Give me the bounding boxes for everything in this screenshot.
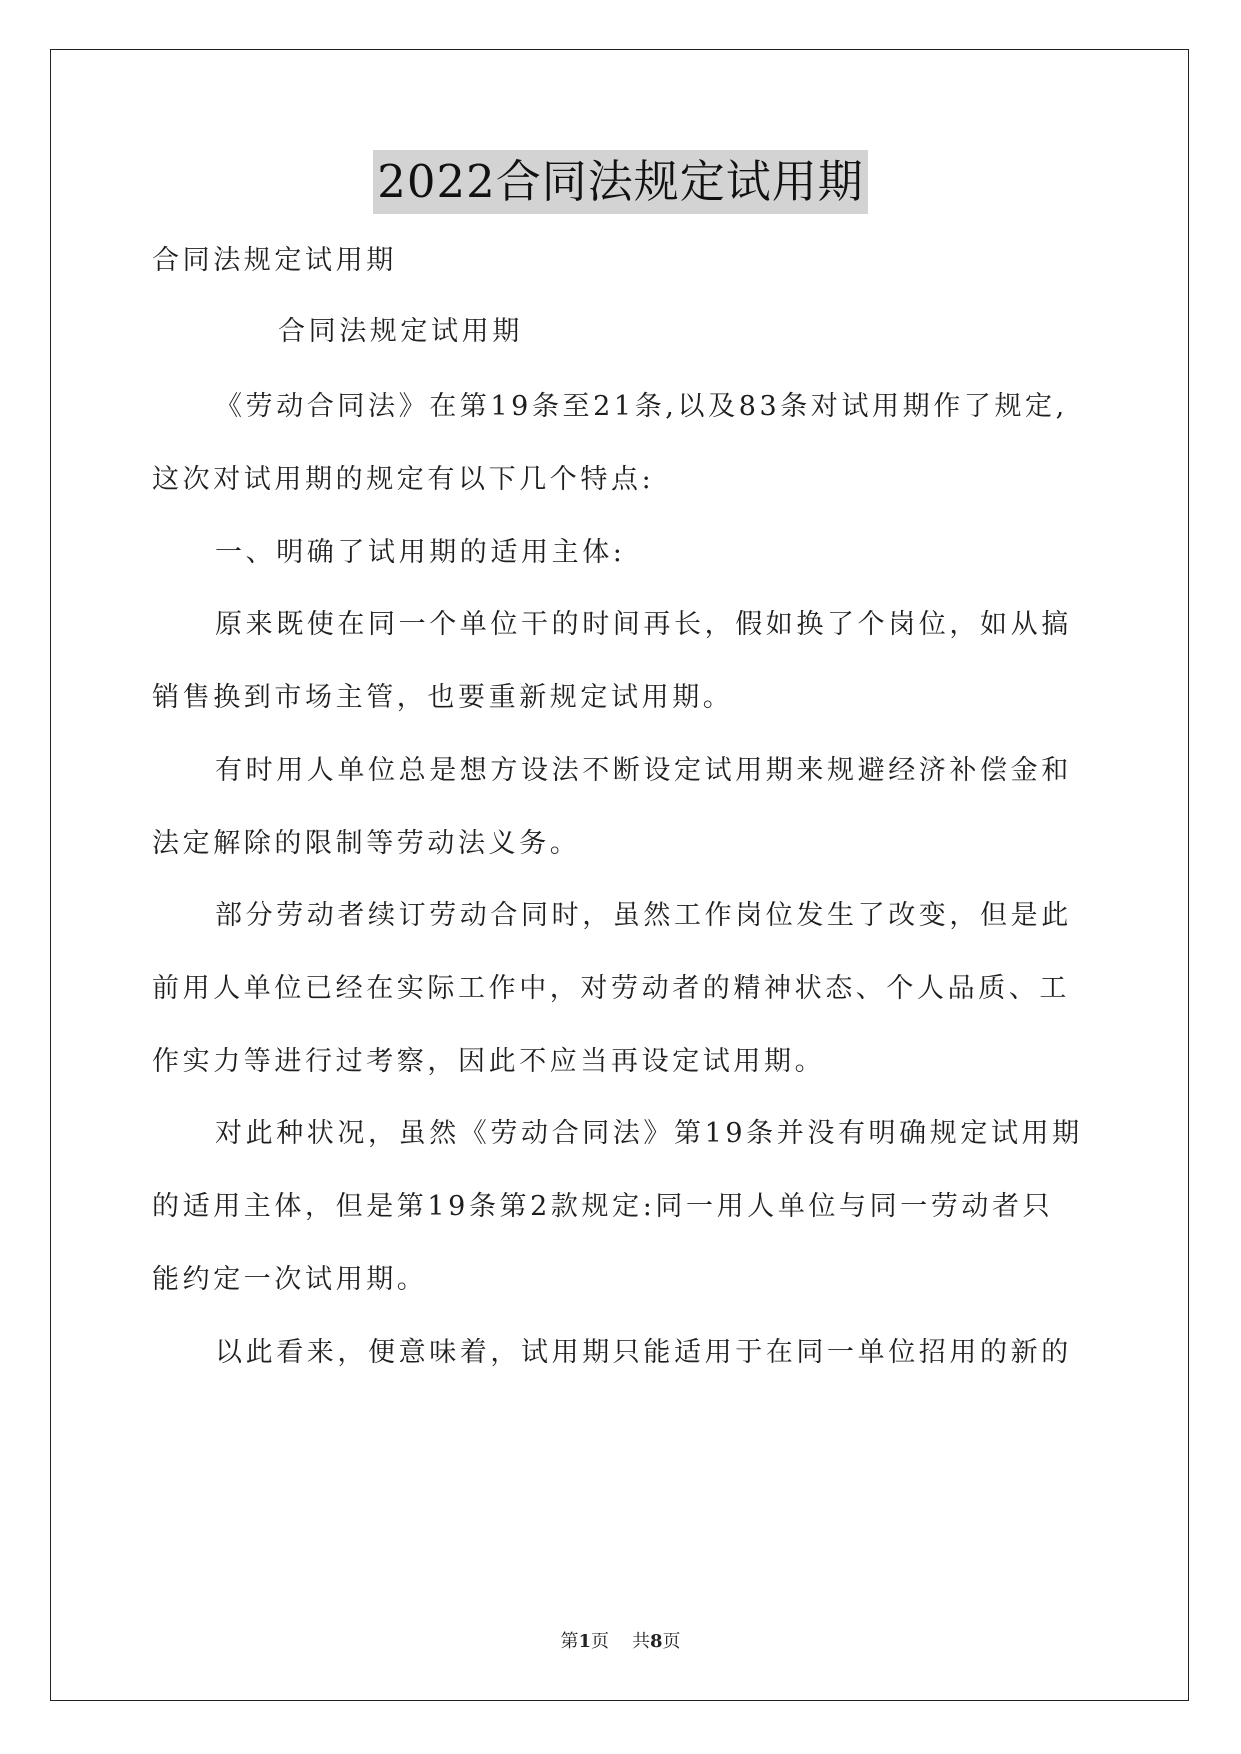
page-border [50,49,1189,1701]
text-line: 合同法规定试用期 [152,245,397,276]
document-title: 2022合同法规定试用期 [373,150,868,214]
text-line: 有时用人单位总是想方设法不断设定试用期来规避经济补偿金和 [215,755,1072,786]
page-number: 1 [578,1631,592,1652]
text-line: 以此看来，便意味着，试用期只能适用于在同一单位招用的新的 [215,1337,1072,1368]
title-container [0,150,1241,214]
text-line: 前用人单位已经在实际工作中，对劳动者的精神状态、个人品质、工 [152,973,1070,1004]
total-prefix: 共 [631,1631,650,1652]
text-line: 销售换到市场主管，也要重新规定试用期。 [152,682,734,713]
text-line: 对此种状况，虽然《劳动合同法》第19条并没有明确规定试用期 [215,1118,1083,1149]
text-line: 合同法规定试用期 [278,316,523,347]
text-line: 一、明确了试用期的适用主体: [215,537,626,568]
page-footer [0,1630,1241,1654]
text-line: 部分劳动者续订劳动合同时，虽然工作岗位发生了改变，但是此 [215,900,1072,931]
total-suffix: 页 [662,1631,681,1652]
text-line: 原来既使在同一个单位干的时间再长，假如换了个岗位，如从搞 [215,609,1072,640]
text-line: 作实力等进行过考察，因此不应当再设定试用期。 [152,1046,826,1077]
page-prefix: 第 [560,1631,579,1652]
total-pages: 8 [649,1631,663,1652]
text-line: 《劳动合同法》在第19条至21条,以及83条对试用期作了规定, [215,391,1068,422]
text-line: 法定解除的限制等劳动法义务。 [152,828,581,859]
text-line: 能约定一次试用期。 [152,1264,428,1295]
text-line: 的适用主体，但是第19条第2款规定:同一用人单位与同一劳动者只 [152,1191,1054,1222]
text-line: 这次对试用期的规定有以下几个特点: [152,464,655,495]
page-suffix: 页 [591,1631,610,1652]
